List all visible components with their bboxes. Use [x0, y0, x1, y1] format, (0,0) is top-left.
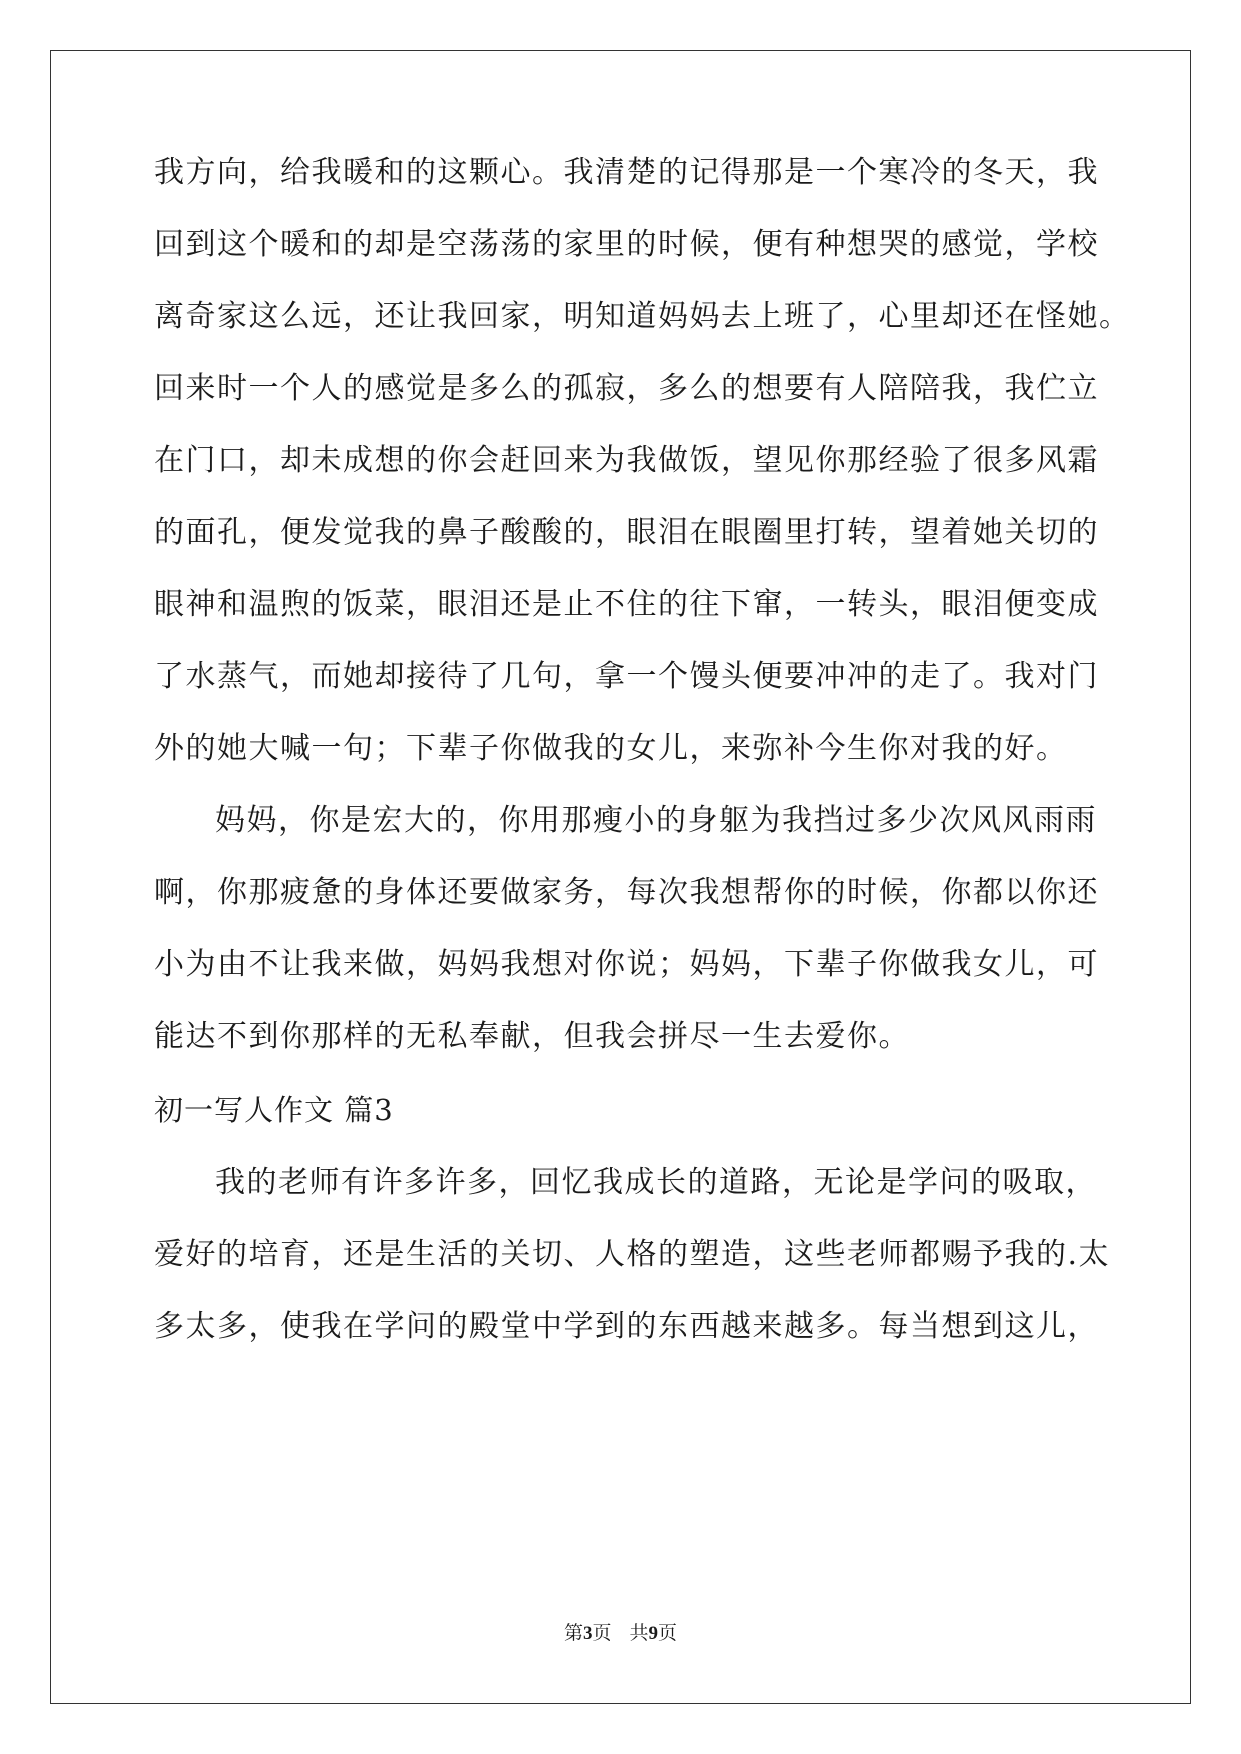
- text-line: 啊，你那疲惫的身体还要做家务，每次我想帮你的时候，你都以你还: [154, 875, 1099, 910]
- text-line: 了水蒸气，而她却接待了几句，拿一个馒头便要冲冲的走了。我对门: [154, 659, 1099, 694]
- text-line: 在门口，却未成想的你会赶回来为我做饭，望见你那经验了很多风霜: [154, 443, 1099, 478]
- text-line: 的面孔，便发觉我的鼻子酸酸的，眼泪在眼圈里打转，望着她关切的: [154, 515, 1099, 550]
- text-line: 我方向，给我暖和的这颗心。我清楚的记得那是一个寒冷的冬天，我: [154, 155, 1099, 190]
- page-current: 3: [582, 1623, 593, 1644]
- paragraph-first-line: 妈妈，你是宏大的，你用那瘦小的身躯为我挡过多少次风风雨雨: [215, 803, 1097, 838]
- text-line: 外的她大喊一句；下辈子你做我的女儿，来弥补今生你对我的好。: [154, 731, 1068, 766]
- page-prefix: 第: [563, 1622, 583, 1644]
- text-line: 小为由不让我来做，妈妈我想对你说；妈妈，下辈子你做我女儿，可: [154, 947, 1099, 982]
- text-line: 眼神和温煦的饭菜，眼泪还是止不住的往下窜，一转头，眼泪便变成: [154, 587, 1099, 622]
- text-line: 回到这个暖和的却是空荡荡的家里的时候，便有种想哭的感觉，学校: [154, 227, 1099, 262]
- text-line: 多太多，使我在学问的殿堂中学到的东西越来越多。每当想到这儿，: [154, 1309, 1099, 1344]
- text-line: 回来时一个人的感觉是多么的孤寂，多么的想要有人陪陪我，我伫立: [154, 371, 1099, 406]
- page-suffix: 页: [592, 1622, 612, 1644]
- page-footer: [0, 1620, 1241, 1647]
- text-line: 能达不到你那样的无私奉献，但我会拼尽一生去爱你。: [154, 1019, 910, 1054]
- text-line: 离奇家这么远，还让我回家，明知道妈妈去上班了，心里却还在怪她。: [154, 299, 1131, 334]
- text-line: 爱好的培育，还是生活的关切、人格的塑造，这些老师都赐予我的.太: [154, 1237, 1111, 1272]
- section-heading: 初一写人作文 篇3: [154, 1093, 394, 1127]
- paragraph-first-line: 我的老师有许多许多，回忆我成长的道路，无论是学问的吸取，: [215, 1165, 1097, 1200]
- total-prefix: 共: [629, 1622, 649, 1644]
- total-suffix: 页: [658, 1622, 678, 1644]
- page-total: 9: [648, 1623, 659, 1644]
